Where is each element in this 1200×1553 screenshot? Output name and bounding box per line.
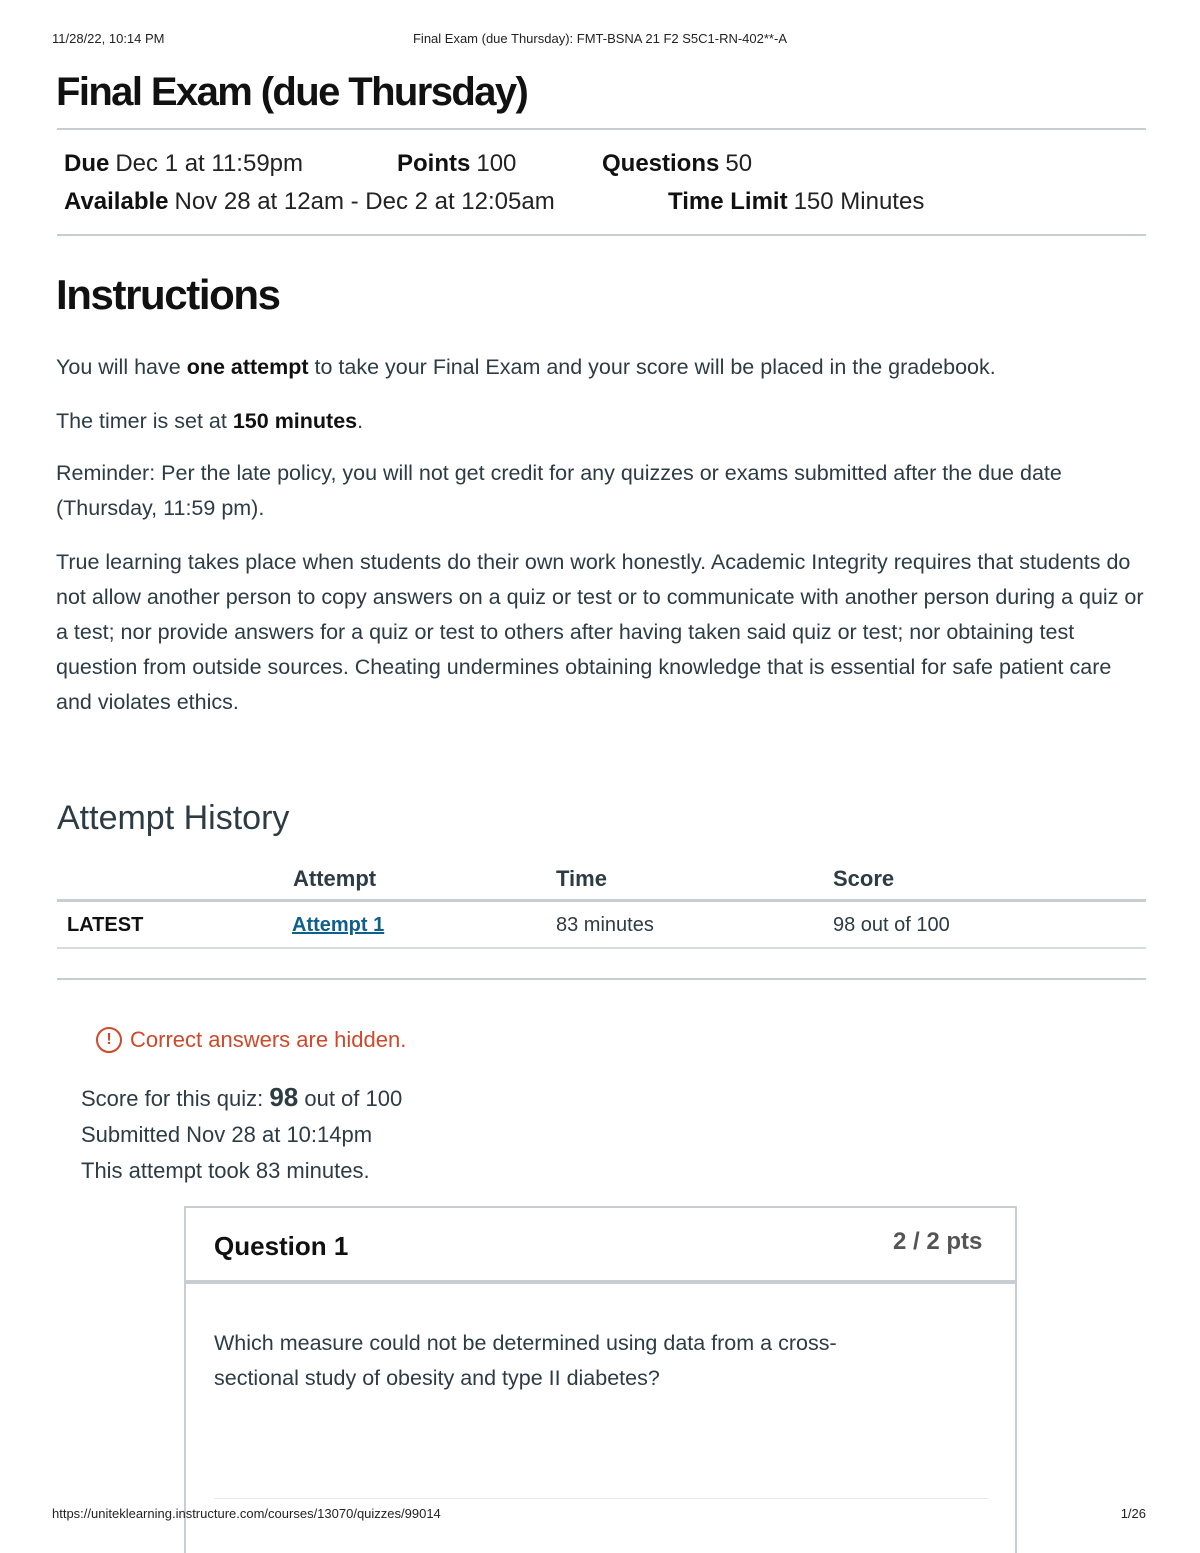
time-limit-label: Time Limit xyxy=(668,188,788,215)
question-title: Question 1 xyxy=(214,1231,349,1261)
attempt-status: LATEST xyxy=(67,914,144,936)
print-datetime: 11/28/22, 10:14 PM xyxy=(52,31,165,46)
column-header-attempt: Attempt xyxy=(293,866,377,891)
time-limit-value: 150 Minutes xyxy=(793,188,925,215)
points-label: Points xyxy=(397,150,471,177)
due-detail xyxy=(64,149,303,179)
due-value: Dec 1 at 11:59pm xyxy=(115,150,304,177)
column-header-score: Score xyxy=(833,866,895,891)
attempt-1-link[interactable]: Attempt 1 xyxy=(292,914,385,936)
answer-divider xyxy=(214,1498,988,1499)
attempt-history-heading: Attempt History xyxy=(57,799,290,837)
instructions-heading: Instructions xyxy=(56,271,280,318)
attempt-duration: This attempt took 83 minutes. xyxy=(81,1158,370,1183)
table-row-divider xyxy=(57,947,1146,949)
quiz-score: Score for this quiz: 98 out of 100 xyxy=(81,1082,403,1112)
print-header xyxy=(0,31,1200,49)
available-value: Nov 28 at 12am - Dec 2 at 12:05am xyxy=(174,188,555,215)
attempt-time: 83 minutes xyxy=(556,914,654,936)
attempt-score: 98 out of 100 xyxy=(833,914,950,936)
warning-icon: ! xyxy=(96,1027,122,1053)
divider xyxy=(57,978,1146,980)
question-points: 2 / 2 pts xyxy=(893,1228,983,1255)
print-url: https://uniteklearning.instructure.com/courses/13070/quizzes/99014 xyxy=(52,1506,441,1521)
points-detail xyxy=(397,149,516,179)
correct-answers-hidden-text: Correct answers are hidden. xyxy=(130,1027,407,1052)
instructions-paragraph-4: True learning takes place when students do their own work honestly. Academic Integrity requires that students do not allow another person to copy answers on a quiz or test or to communicate with another person during a quiz or a test; nor provide answers for a quiz or test to others after having taken said quiz or test; nor obtaining test question from outside sources. Cheating undermines obtaining knowledge that is essential for safe patient care and violates ethics. xyxy=(56,550,1144,714)
questions-value: 50 xyxy=(725,150,753,177)
due-label: Due xyxy=(64,150,110,177)
points-value: 100 xyxy=(476,150,517,177)
page-title: Final Exam (due Thursday) xyxy=(56,70,528,114)
column-header-time: Time xyxy=(556,866,607,891)
instructions-paragraph-3: Reminder: Per the late policy, you will not get credit for any quizzes or exams submitted after the due date (Thursday, 11:59 pm). xyxy=(56,461,1062,520)
table-header-divider xyxy=(57,899,1146,902)
questions-label: Questions xyxy=(602,150,720,177)
available-label: Available xyxy=(64,188,169,215)
correct-answers-hidden-alert xyxy=(96,1026,406,1054)
time-limit-detail xyxy=(668,187,924,217)
instructions-paragraph-2: The timer is set at 150 minutes. xyxy=(56,409,364,433)
quiz-score-value: 98 xyxy=(269,1082,299,1112)
questions-detail xyxy=(602,149,752,179)
print-page-title: Final Exam (due Thursday): FMT-BSNA 21 F2 S5C1-RN-402**-A xyxy=(412,31,787,46)
divider xyxy=(57,234,1146,236)
instructions-paragraph-1: You will have one attempt to take your Final Exam and your score will be placed in the gradebook. xyxy=(56,355,996,379)
submitted-time: Submitted Nov 28 at 10:14pm xyxy=(81,1122,373,1147)
question-text: Which measure could not be determined using data from a cross-sectional study of obesity and type II diabetes? xyxy=(214,1331,837,1390)
divider xyxy=(57,128,1146,130)
print-page-number: 1/26 xyxy=(1120,1506,1146,1521)
available-detail xyxy=(64,187,555,217)
